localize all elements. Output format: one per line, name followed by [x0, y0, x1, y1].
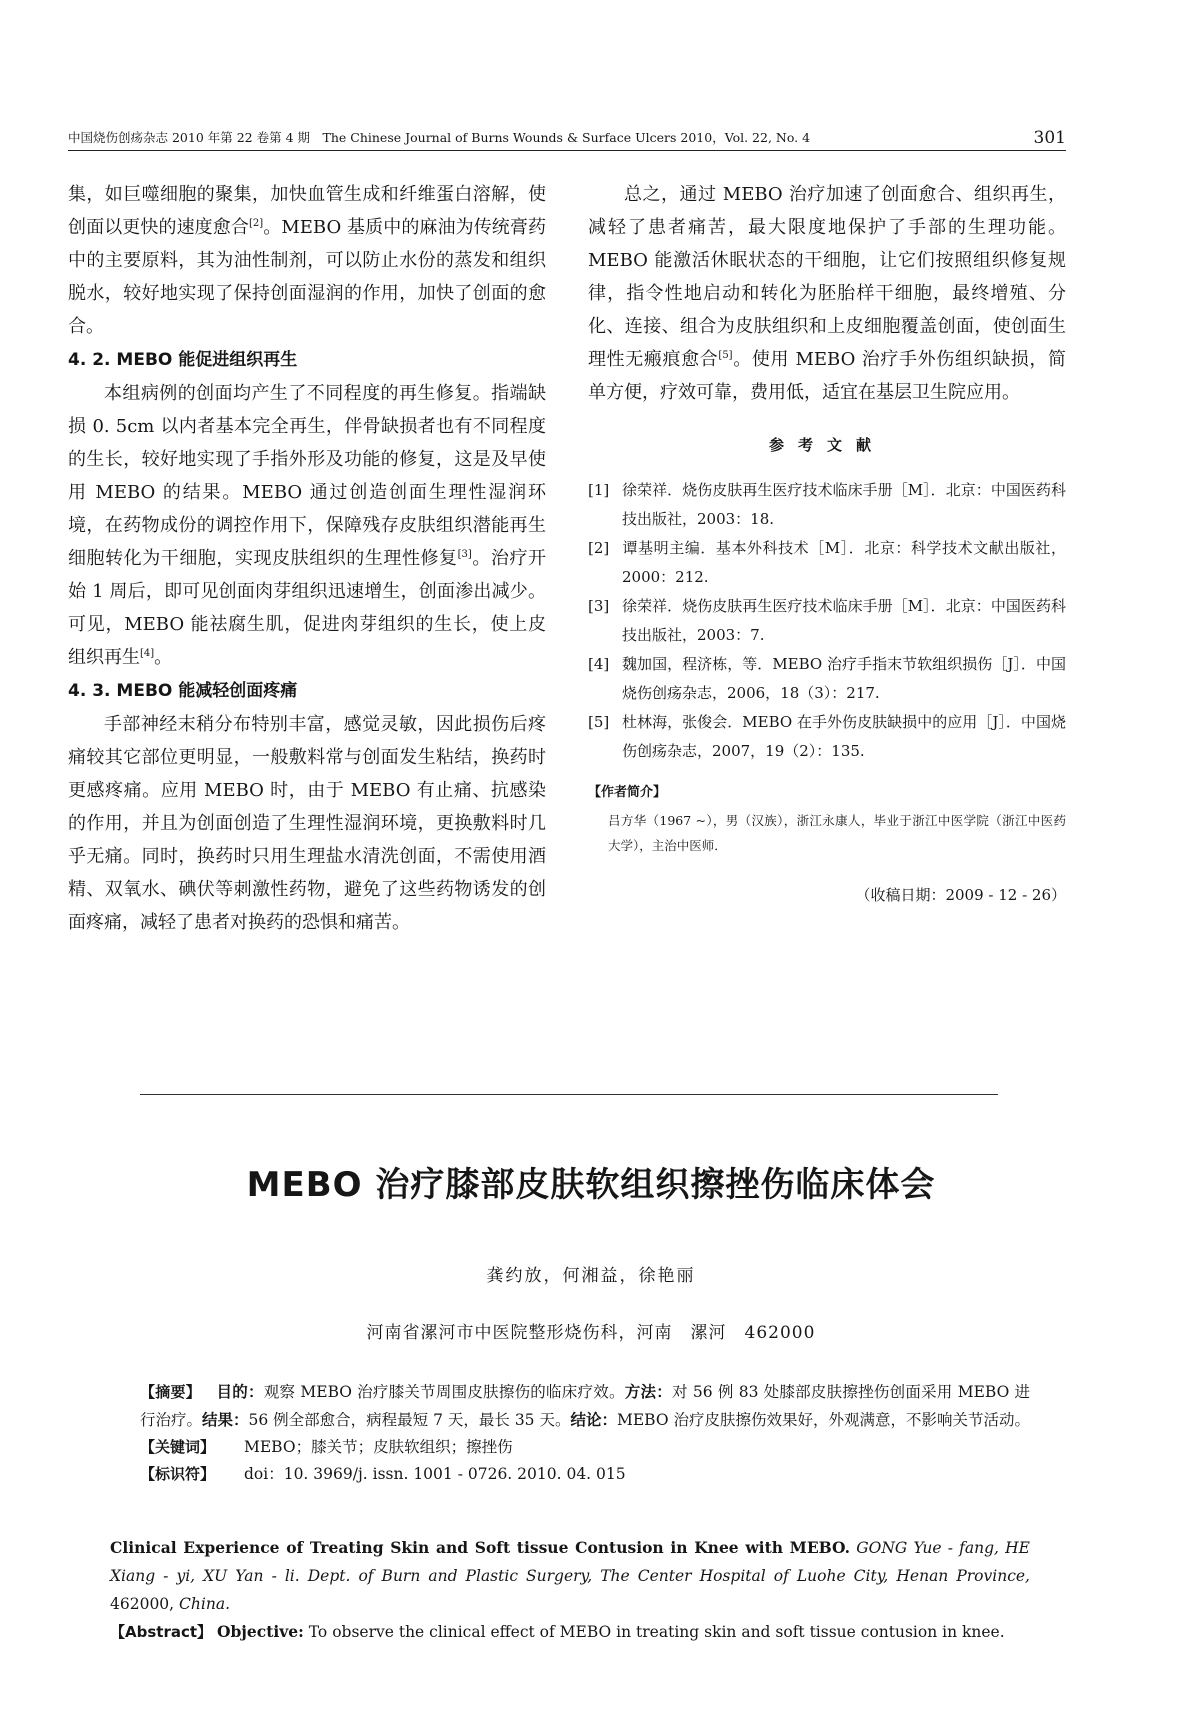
english-authors: GONG Yue - fang, HE Xiang - yi, XU Yan - li. [110, 1539, 1030, 1585]
abstract-paragraph: 【摘要】 目的：观察 MEBO 治疗膝关节周围皮肤擦伤的临床疗效。方法：对 56 例 83 处膝部皮肤擦挫伤创面采用 MEBO 进行治疗。结果：56 例全部愈合，病程最短 7 天，最长 35 天。结论：MEBO 治疗皮肤擦伤效果好，外观满意，不影响关节活动。 [140, 1382, 1030, 1429]
author-profile-label: 【作者简介】 [588, 785, 667, 800]
citation-ref[interactable]: [4] [140, 648, 155, 659]
received-date: （收稿日期：2009 - 12 - 26） [855, 886, 1066, 904]
reference-item: [3] 徐荣祥．烧伤皮肤再生医疗技术临床手册［M］．北京：中国医药科技出版社，2003：7. [588, 597, 1066, 644]
abstract-label: 【摘要】 [140, 1383, 201, 1401]
keywords-line [140, 1434, 1030, 1461]
chinese-abstract [140, 1378, 1030, 1488]
reference-item: [1] 徐荣祥．烧伤皮肤再生医疗技术临床手册［M］．北京：中国医药科技出版社，2003：18. [588, 481, 1066, 528]
paragraph-conclusion: 总之，通过 MEBO 治疗加速了创面愈合、组织再生，减轻了患者痛苦，最大限度地保护了手部的生理功能。MEBO 能激活休眠状态的干细胞，让它们按照组织修复规律，指令性地启动和转化为胚胎样干细胞，最终增殖、分化、连接、组合为皮肤组织和上皮细胞覆盖创面，使创面生理性无瘢痕愈合[5]。使用 MEBO 治疗手外伤组织缺损，简单方便，疗效可靠，费用低，适宜在基层卫生院应用。 [588, 184, 1067, 403]
citation-ref[interactable]: [5] [718, 350, 733, 361]
section-heading-4-2: 4. 2. MEBO 能促进组织再生 [68, 350, 298, 370]
keywords-label: 【关键词】 [140, 1438, 216, 1456]
reference-item: [2] 谭基明主编．基本外科技术［M］．北京：科学技术文献出版社，2000：212. [588, 539, 1066, 586]
right-column [588, 178, 1066, 908]
article-separator-line [140, 1094, 998, 1095]
english-abstract [110, 1534, 1030, 1646]
english-title: Clinical Experience of Treating Skin and Soft tissue Contusion in Knee with MEBO. [110, 1538, 851, 1557]
identifier-label: 【标识符】 [140, 1465, 216, 1483]
page-number: 301 [1033, 128, 1066, 148]
running-header [68, 128, 1066, 151]
author-profile [588, 782, 1066, 858]
reference-item: [5] 杜林海，张俊会．MEBO 在手外伤皮肤缺损中的应用［J］．中国烧伤创疡杂志，2007，19（2）：135. [588, 713, 1066, 760]
section-heading-4-3: 4. 3. MEBO 能减轻创面疼痛 [68, 681, 298, 701]
article-title: MEBO 治疗膝部皮肤软组织擦挫伤临床体会 [246, 1165, 936, 1205]
references-heading: 参考文献 [768, 436, 885, 454]
keywords-text: MEBO；膝关节；皮肤软组织；擦挫伤 [244, 1438, 513, 1456]
english-abstract-objective: 【Abstract】 Objective: To observe the clinical effect of MEBO in treating skin and soft tissue contusion in knee. [110, 1622, 1005, 1641]
left-column [68, 178, 546, 939]
paragraph-pain: 手部神经末稍分布特别丰富，感觉灵敏，因此损伤后疼痛较其它部位更明显，一般敷料常与创面发生粘结，换药时更感疼痛。应用 MEBO 时，由于 MEBO 有止痛、抗感染的作用，并且为创面创造了生理性湿润环境，更换敷料时几乎无痛。同时，换药时只用生理盐水清洗创面，不需使用酒精、双氧水、碘伏等刺激性药物，避免了这些药物诱发的创面疼痛，减轻了患者对换药的恐惧和痛苦。 [68, 714, 546, 933]
journal-citation-line: 中国烧伤创疡杂志 2010 年第 22 卷第 4 期 The Chinese Journal of Burns Wounds & Surface Ulcers 2010，Vol. 22, No. 4 [68, 130, 811, 145]
author-profile-text: 吕方华（1967 ~），男（汉族），浙江永康人，毕业于浙江中医学院（浙江中医药大学），主治中医师． [608, 813, 1066, 853]
english-citation [110, 1534, 1030, 1618]
citation-ref[interactable]: [3] [457, 549, 472, 560]
reference-list [588, 476, 1066, 766]
doi-text[interactable]: doi：10. 3969/j. issn. 1001 - 0726. 2010. 04. 015 [244, 1465, 626, 1483]
paragraph-continued: 集，如巨噬细胞的聚集，加快血管生成和纤维蛋白溶解，使创面以更快的速度愈合[2]。MEBO 基质中的麻油为传统膏药中的主要原料，其为油性制剂，可以防止水份的蒸发和组织脱水，较好地实现了保持创面湿润的作用，加快了创面的愈合。 [68, 184, 547, 337]
paragraph-regeneration: 本组病例的创面均产生了不同程度的再生修复。指端缺损 0. 5cm 以内者基本完全再生，伴骨缺损者也有不同程度的生长，较好地实现了手指外形及功能的修复，这是及早使用 MEBO 的结果。MEBO 通过创造创面生理性湿润环境，在药物成份的调控作用下，保障残存皮肤组织潜能再生细胞转化为干细胞，实现皮肤组织的生理性修复[3]。治疗开始 1 周后，即可见创面肉芽组织迅速增生，创面渗出减少。可见，MEBO 能祛腐生肌，促进肉芽组织的生长，使上皮组织再生[4]。 [68, 383, 547, 668]
citation-ref[interactable]: [2] [248, 218, 264, 229]
english-affiliation: Dept. of Burn and Plastic Surgery, The Center Hospital of Luohe City, Henan Province, [307, 1567, 1030, 1585]
english-postcode: 462000, [110, 1595, 175, 1613]
reference-item: [4] 魏加国，程济栋，等．MEBO 治疗手指末节软组织损伤［J］．中国烧伤创疡杂志，2006，18（3）：217. [588, 655, 1066, 702]
identifier-line [140, 1461, 1030, 1488]
english-country: China. [179, 1595, 230, 1613]
article-affiliation: 河南省漯河市中医院整形烧伤科，河南 漯河 462000 [366, 1323, 816, 1343]
article-authors: 龚约放，何湘益，徐艳丽 [486, 1266, 696, 1286]
